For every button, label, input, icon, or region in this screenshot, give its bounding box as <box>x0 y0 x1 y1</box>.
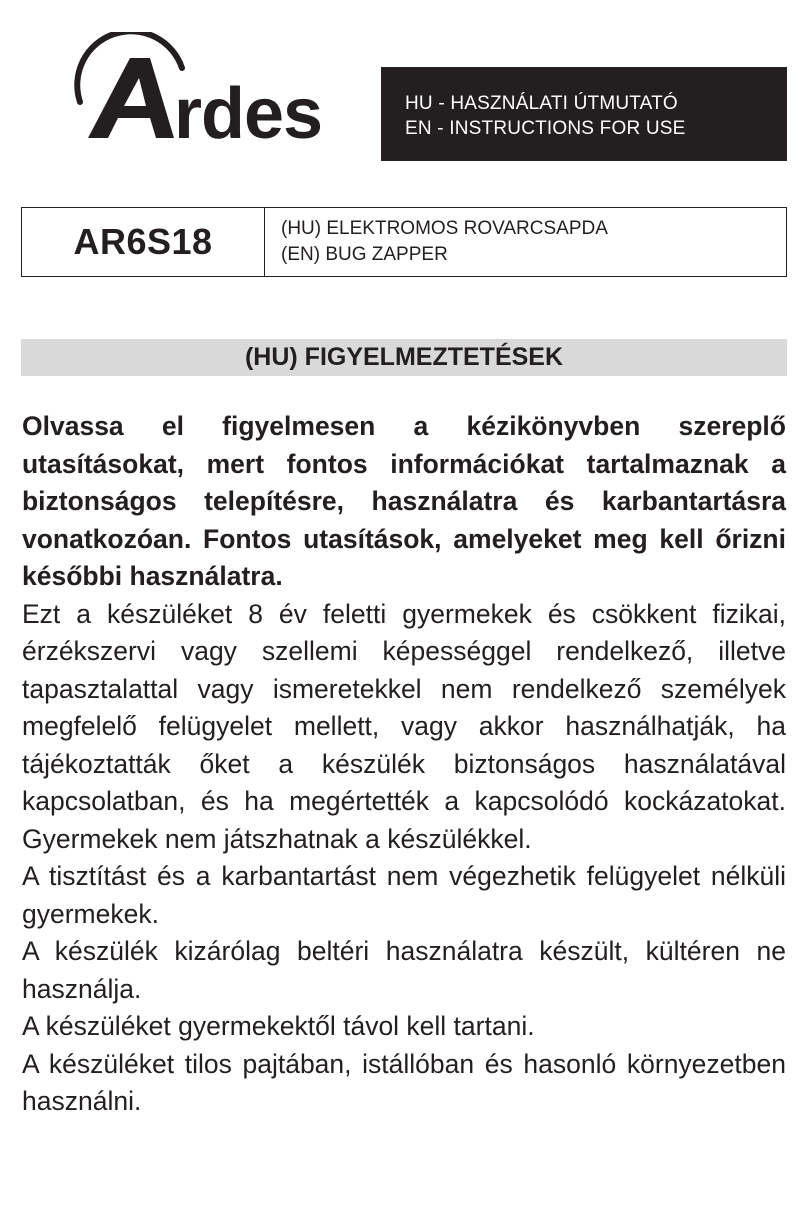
model-code: AR6S18 <box>22 208 265 276</box>
ardes-logo-graphic <box>64 32 344 144</box>
model-description <box>265 208 608 276</box>
header-line-en: EN - INSTRUCTIONS FOR USE <box>405 118 686 139</box>
header-line-hu: HU - HASZNÁLATI ÚTMUTATÓ <box>405 93 678 114</box>
model-table <box>21 207 787 277</box>
section-title: (HU) FIGYELMEZTETÉSEK <box>21 339 787 376</box>
ardes-logo <box>64 32 344 144</box>
warnings-content <box>22 408 786 1121</box>
model-desc-en: (EN) BUG ZAPPER <box>281 244 448 265</box>
warning-paragraph: A készüléket tilos pajtában, istállóban és hasonló környezetben használni. <box>22 1048 786 1116</box>
language-header <box>381 67 787 161</box>
warning-paragraph: A készüléket gyermekektől távol kell tartani. <box>22 1011 535 1041</box>
model-desc-hu: (HU) ELEKTROMOS ROVARCSAPDA <box>281 218 608 239</box>
warning-paragraph: A tisztítást és a karbantartást nem végezhetik felügyelet nélküli gyermekek. <box>22 861 786 929</box>
warning-paragraph: A készülék kizárólag beltéri használatra készült, kültéren ne használja. <box>22 936 786 1004</box>
warning-paragraph: Ezt a készüléket 8 év feletti gyermekek és csökkent fizikai, érzékszervi vagy szellemi képességgel rendelkező, illetve tapasztalattal vagy ismeretekkel nem rendelkező személyek megfelelő felügyelet mellett, vagy akkor használhatják, ha tájékoztatták őket a készülék biztonságos használatával kapcsolatban, és ha megértették a kapcsolódó kockázatokat. Gyermekek nem játszhatnak a készülékkel. <box>22 598 786 854</box>
svg-text:rdes: rdes <box>174 74 323 144</box>
intro-paragraph: Olvassa el figyelmesen a kézikönyvben szereplő utasításokat, mert fontos információkat tartalmaznak a biztonságos telepítésre, használatra és karbantartásra vonatkozóan. Fontos utasítások, amelyeket meg kell őrizni későbbi használatra. <box>22 411 786 591</box>
